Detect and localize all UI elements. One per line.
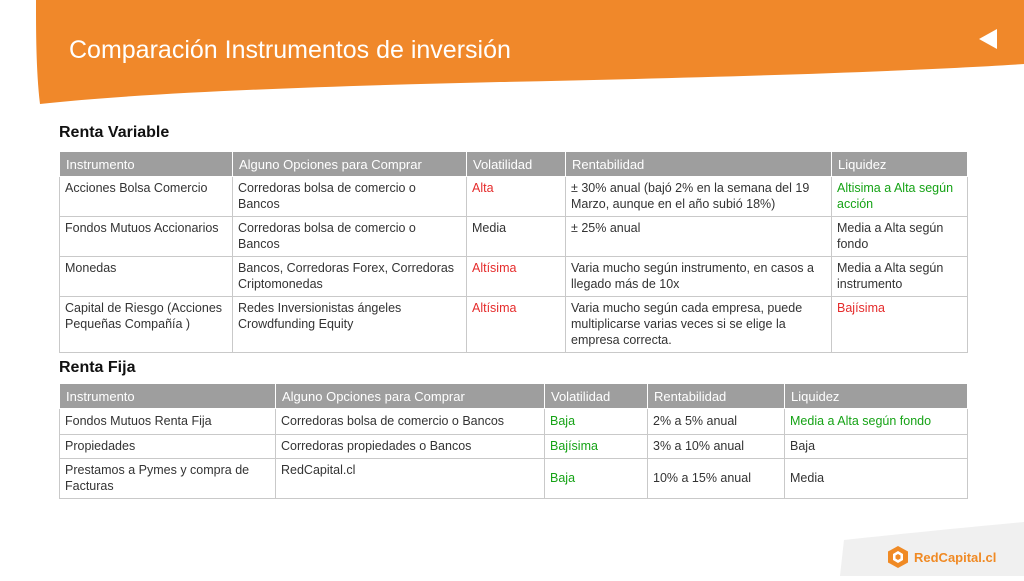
cell-liquidez: Media a Alta según fondo bbox=[832, 217, 968, 257]
cell-opciones: Corredoras propiedades o Bancos bbox=[276, 435, 545, 459]
cell-instrumento: Fondos Mutuos Renta Fija bbox=[60, 409, 276, 435]
column-header-rentabilidad: Rentabilidad bbox=[566, 152, 832, 177]
cell-opciones: RedCapital.cl bbox=[276, 459, 545, 499]
column-header-liquidez: Liquidez bbox=[832, 152, 968, 177]
cell-instrumento: Monedas bbox=[60, 257, 233, 297]
renta-fija-table bbox=[59, 383, 968, 499]
column-header-opciones: Alguno Opciones para Comprar bbox=[233, 152, 467, 177]
cell-liquidez: Media bbox=[785, 459, 968, 499]
cell-liquidez: Baja bbox=[785, 435, 968, 459]
cell-liquidez: Altisima a Alta según acción bbox=[832, 177, 968, 217]
cell-rentabilidad: 2% a 5% anual bbox=[648, 409, 785, 435]
cell-volatilidad: Baja bbox=[545, 459, 648, 499]
column-header-rentabilidad: Rentabilidad bbox=[648, 384, 785, 409]
cell-volatilidad: Altísima bbox=[467, 297, 566, 353]
page-title: Comparación Instrumentos de inversión bbox=[69, 36, 511, 64]
table-row bbox=[60, 217, 968, 257]
column-header-instrumento: Instrumento bbox=[60, 152, 233, 177]
cell-opciones: Corredoras bolsa de comercio o Bancos bbox=[233, 217, 467, 257]
table-header-row bbox=[60, 152, 968, 177]
cell-rentabilidad: Varia mucho según instrumento, en casos a llegado más de 10x bbox=[566, 257, 832, 297]
cell-opciones: Redes Inversionistas ángeles Crowdfunding Equity bbox=[233, 297, 467, 353]
cell-liquidez: Bajísima bbox=[832, 297, 968, 353]
cell-volatilidad: Media bbox=[467, 217, 566, 257]
renta-variable-table bbox=[59, 151, 968, 353]
section-title-renta-variable: Renta Variable bbox=[59, 124, 170, 141]
column-header-volatilidad: Volatilidad bbox=[467, 152, 566, 177]
cell-instrumento: Acciones Bolsa Comercio bbox=[60, 177, 233, 217]
cell-rentabilidad: Varia mucho según cada empresa, puede multiplicarse varias veces si se elige la empresa correcta. bbox=[566, 297, 832, 353]
redcapital-logo bbox=[886, 545, 996, 569]
column-header-instrumento: Instrumento bbox=[60, 384, 276, 409]
cell-volatilidad: Alta bbox=[467, 177, 566, 217]
cell-opciones: Corredoras bolsa de comercio o Bancos bbox=[233, 177, 467, 217]
column-header-liquidez: Liquidez bbox=[785, 384, 968, 409]
cell-volatilidad: Baja bbox=[545, 409, 648, 435]
table-row bbox=[60, 177, 968, 217]
cell-rentabilidad: 10% a 15% anual bbox=[648, 459, 785, 499]
cell-rentabilidad: ± 30% anual (bajó 2% en la semana del 19 Marzo, aunque en el año subió 18%) bbox=[566, 177, 832, 217]
cell-rentabilidad: 3% a 10% anual bbox=[648, 435, 785, 459]
cell-liquidez: Media a Alta según instrumento bbox=[832, 257, 968, 297]
redcapital-logo-icon bbox=[886, 545, 910, 569]
logo-text: RedCapital.cl bbox=[914, 549, 997, 565]
cell-volatilidad: Bajísima bbox=[545, 435, 648, 459]
cell-volatilidad: Altísima bbox=[467, 257, 566, 297]
table-row bbox=[60, 297, 968, 353]
table-row bbox=[60, 435, 968, 459]
table-header-row bbox=[60, 384, 968, 409]
table-row bbox=[60, 459, 968, 499]
cell-opciones: Corredoras bolsa de comercio o Bancos bbox=[276, 409, 545, 435]
cell-opciones: Bancos, Corredoras Forex, Corredoras Criptomonedas bbox=[233, 257, 467, 297]
column-header-volatilidad: Volatilidad bbox=[545, 384, 648, 409]
cell-instrumento: Prestamos a Pymes y compra de Facturas bbox=[60, 459, 276, 499]
cell-rentabilidad: ± 25% anual bbox=[566, 217, 832, 257]
section-title-renta-fija: Renta Fija bbox=[59, 359, 136, 376]
table-row bbox=[60, 257, 968, 297]
cell-instrumento: Propiedades bbox=[60, 435, 276, 459]
cell-instrumento: Fondos Mutuos Accionarios bbox=[60, 217, 233, 257]
column-header-opciones: Alguno Opciones para Comprar bbox=[276, 384, 545, 409]
cell-liquidez: Media a Alta según fondo bbox=[785, 409, 968, 435]
back-button[interactable] bbox=[976, 27, 1000, 51]
triangle-left-icon bbox=[976, 27, 1000, 51]
cell-instrumento: Capital de Riesgo (Acciones Pequeñas Compañía ) bbox=[60, 297, 233, 353]
table-row bbox=[60, 409, 968, 435]
